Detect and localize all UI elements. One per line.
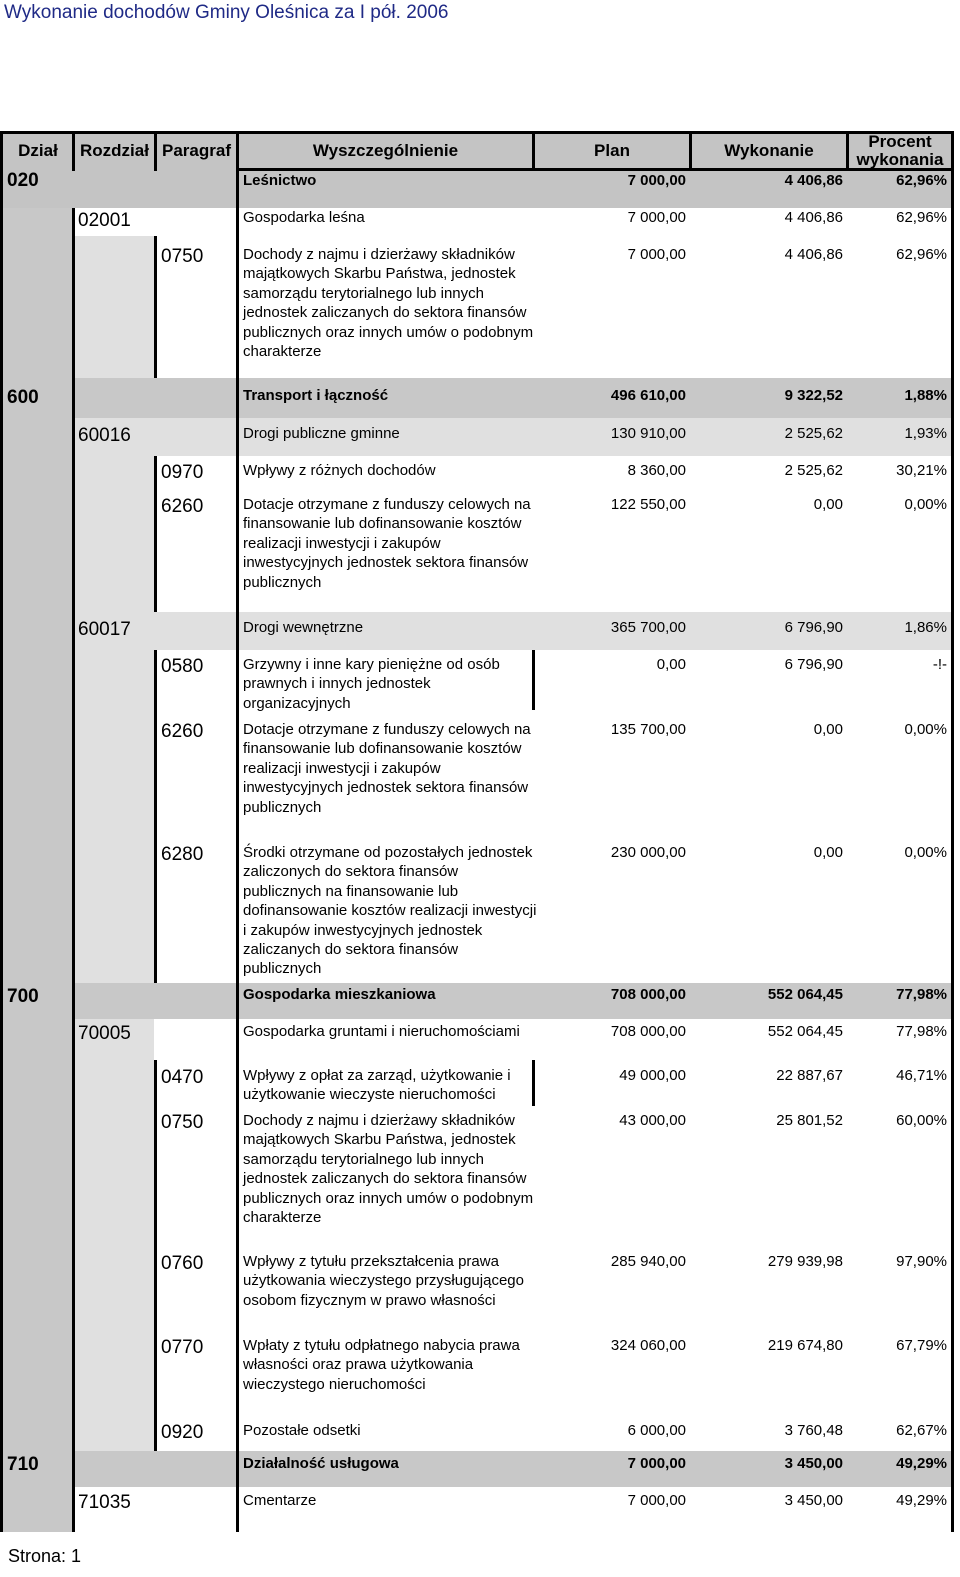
row-procent: 1,86% [904,619,947,636]
dzial-020-band [0,208,73,378]
row-procent: 62,96% [896,209,947,226]
paragraf-code: 0970 [161,462,204,483]
row-procent: 46,71% [896,1067,947,1084]
header-dzial: Dział [18,141,58,160]
row-procent: -!- [932,656,947,673]
row-plan: 230 000,00 [610,844,686,861]
header-wykonanie: Wykonanie [724,141,814,160]
document-title: Wykonanie dochodów Gminy Oleśnica za I pół. 2006 [4,2,449,23]
rozdzial-code: 02001 [78,210,131,231]
row-wykonanie: 2 525,62 [784,425,843,442]
dzial-code: 020 [7,170,39,191]
row-plan: 7 000,00 [627,1492,686,1509]
row-wykonanie: 0,00 [813,844,843,861]
header-rozdzial: Rozdział [80,141,149,160]
row-procent: 49,29% [896,1492,947,1509]
rozdzial-70005-band [73,1019,154,1451]
row-wykonanie: 219 674,80 [767,1337,843,1354]
row-description: Wpływy z tytułu przekształcenia prawa użytkowania wieczystego przysługującego osobom fizycznym w prawo własności [243,1253,524,1309]
row-plan: 135 700,00 [610,721,686,738]
row-procent: 77,98% [896,1023,947,1040]
row-description: Dotacje otrzymane z funduszy celowych na finansowanie lub dofinansowanie kosztów realizacji inwestycji i zakupów inwestycyjnych jednostek sektora finansów publicznych [243,721,531,816]
row-plan: 365 700,00 [610,619,686,636]
row-procent: 1,88% [904,387,947,404]
row-description: Dochody z najmu i dzierżawy składników majątkowych Skarbu Państwa, jednostek samorządu terytorialnego lub innych jednostek zaliczanych do sektora finansów publicznych oraz innych umów o podobnym charakterze [243,246,534,361]
row-procent: 1,93% [904,425,947,442]
row-procent: 60,00% [896,1112,947,1129]
row-description: Środki otrzymane od pozostałych jednostek zaliczonych do sektora finansów publicznych na finansowanie lub dofinansowanie kosztów realizacji inwestycji i zakupów inwestycyjnych jednostek zaliczanych do sektora finansów publicznych [243,844,537,978]
row-procent: 30,21% [896,462,947,479]
row-procent: 62,96% [896,246,947,263]
row-plan: 7 000,00 [627,246,686,263]
row-plan: 6 000,00 [627,1422,686,1439]
row-plan: 7 000,00 [627,172,686,189]
row-plan: 7 000,00 [627,209,686,226]
header-wyszczegolnienie: Wyszczególnienie [312,141,459,160]
row-wykonanie: 3 450,00 [784,1492,843,1509]
row-wykonanie: 22 887,67 [776,1067,843,1084]
header-paragraf: Paragraf [162,141,231,160]
dzial-code: 710 [7,1454,39,1475]
row-wykonanie: 0,00 [813,721,843,738]
row-description: Transport i łączność [243,387,389,404]
paragraf-code: 0750 [161,1112,204,1133]
dzial-code: 600 [7,387,39,408]
header-procent-line1: Procent [868,132,932,151]
row-plan: 496 610,00 [610,387,686,404]
row-description: Dotacje otrzymane z funduszy celowych na finansowanie lub dofinansowanie kosztów realizacji inwestycji i zakupów inwestycyjnych jednostek sektora finansów publicznych [243,496,531,591]
row-plan: 49 000,00 [619,1067,686,1084]
row-wykonanie: 9 322,52 [784,387,843,404]
row-description: Gospodarka mieszkaniowa [243,986,436,1003]
header-procent-line2: wykonania [856,150,944,169]
row-plan: 130 910,00 [610,425,686,442]
page-number: Strona: 1 [8,1546,82,1566]
paragraf-code: 0760 [161,1253,204,1274]
row-description: Działalność usługowa [243,1455,399,1472]
paragraf-code: 0750 [161,246,204,267]
row-description: Wpłaty z tytułu odpłatnego nabycia prawa własności oraz prawa użytkowania wieczystego nieruchomości [243,1337,520,1393]
row-description: Grzywny i inne kary pieniężne od osób prawnych i innych jednostek organizacyjnych [243,656,500,712]
rozdzial-60017-band [73,650,154,986]
paragraf-code: 6260 [161,496,204,517]
row-wykonanie: 6 796,90 [784,619,843,636]
row-procent: 62,67% [896,1422,947,1439]
grid-line [154,456,157,612]
dzial-700-band [0,1019,73,1451]
row-wykonanie: 279 939,98 [767,1253,843,1270]
row-plan: 43 000,00 [619,1112,686,1129]
grid-line [154,650,157,983]
row-description: Gospodarka leśna [243,209,365,226]
paragraf-code: 0770 [161,1337,204,1358]
row-procent: 49,29% [896,1455,947,1472]
grid-line [154,1060,157,1451]
row-plan: 7 000,00 [627,1455,686,1472]
row-wykonanie: 25 801,52 [776,1112,843,1129]
row-description: Wpływy z opłat za zarząd, użytkowanie i użytkowanie wieczyste nieruchomości [243,1067,511,1104]
grid-line [951,131,954,1532]
grid-line [0,131,3,1532]
dzial-code: 700 [7,986,39,1007]
row-description: Gospodarka gruntami i nieruchomościami [243,1023,520,1040]
row-plan: 324 060,00 [610,1337,686,1354]
row-procent: 0,00% [904,496,947,513]
row-wykonanie: 4 406,86 [784,172,843,189]
rozdzial-code: 60017 [78,619,131,640]
row-description: Leśnictwo [243,172,317,189]
row-procent: 77,98% [896,986,947,1003]
row-wykonanie: 6 796,90 [784,656,843,673]
rozdzial-60016-band [73,456,154,612]
row-procent: 0,00% [904,721,947,738]
row-wykonanie: 3 760,48 [784,1422,843,1439]
grid-line [0,131,954,134]
row-wykonanie: 2 525,62 [784,462,843,479]
row-wykonanie: 0,00 [813,496,843,513]
rozdzial-code: 60016 [78,425,131,446]
dzial-600-band [0,418,73,986]
row-plan: 0,00 [656,656,686,673]
paragraf-code: 6260 [161,721,204,742]
row-wykonanie: 3 450,00 [784,1455,843,1472]
paragraf-code: 0580 [161,656,204,677]
rozdzial-code: 71035 [78,1492,131,1513]
row-procent: 62,96% [896,172,947,189]
grid-line [72,208,75,1532]
paragraf-code: 0470 [161,1067,204,1088]
row-wykonanie: 4 406,86 [784,209,843,226]
header-procent [849,133,951,169]
paragraf-code: 0920 [161,1422,204,1443]
rozdzial-code: 70005 [78,1023,131,1044]
row-wykonanie: 552 064,45 [767,986,843,1003]
row-description: Drogi wewnętrzne [243,619,364,636]
grid-line [154,236,157,378]
row-procent: 97,90% [896,1253,947,1270]
row-plan: 708 000,00 [610,986,686,1003]
row-description: Drogi publiczne gminne [243,425,400,442]
rozdzial-02001-band [73,236,154,378]
row-plan: 8 360,00 [627,462,686,479]
dzial-710-band [0,1487,73,1532]
row-plan: 285 940,00 [610,1253,686,1270]
row-description: Pozostałe odsetki [243,1422,361,1439]
header-plan: Plan [594,141,630,160]
row-procent: 67,79% [896,1337,947,1354]
row-description: Dochody z najmu i dzierżawy składników majątkowych Skarbu Państwa, jednostek samorządu terytorialnego lub innych jednostek zaliczanych do sektora finansów publicznych oraz innych umów o podobnym charakterze [243,1112,534,1227]
paragraf-code: 6280 [161,844,204,865]
row-plan: 708 000,00 [610,1023,686,1040]
grid-line [236,131,239,1532]
row-description: Wpływy z różnych dochodów [243,462,436,479]
row-wykonanie: 552 064,45 [767,1023,843,1040]
row-wykonanie: 4 406,86 [784,246,843,263]
row-description: Cmentarze [243,1492,317,1509]
row-procent: 0,00% [904,844,947,861]
row-plan: 122 550,00 [610,496,686,513]
